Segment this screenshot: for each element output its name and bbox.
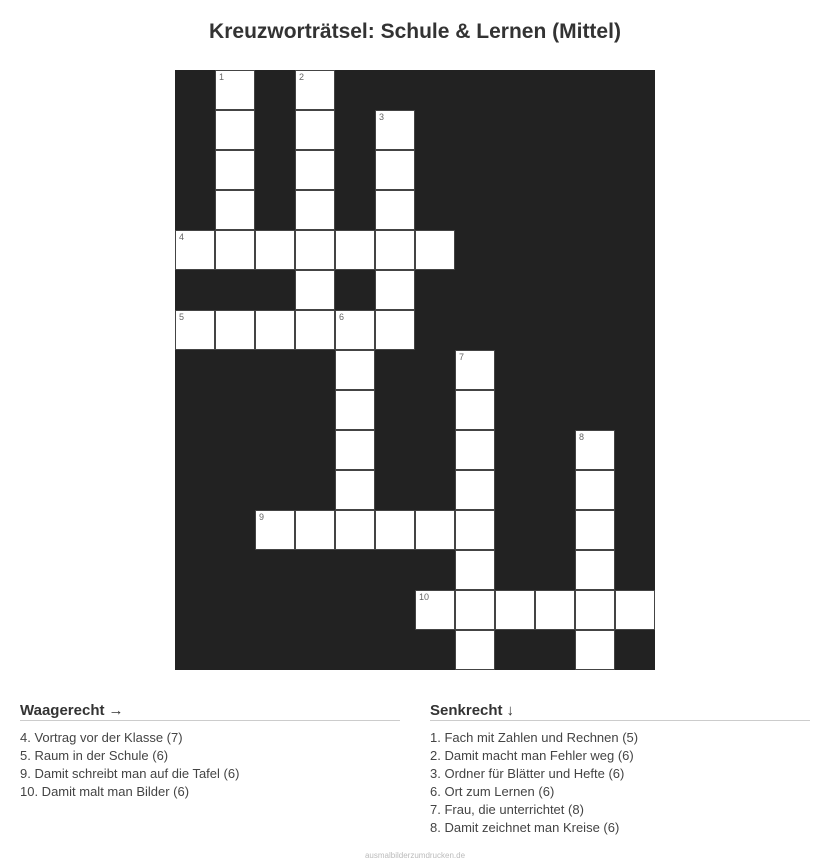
- crossword-cell[interactable]: [335, 430, 375, 470]
- page-title: Kreuzworträtsel: Schule & Lernen (Mittel): [209, 20, 621, 43]
- crossword-cell[interactable]: [335, 390, 375, 430]
- down-clue-item: 7. Frau, die unterrichtet (8): [430, 802, 584, 817]
- clue-number: 6: [339, 312, 345, 322]
- crossword-cell[interactable]: [255, 310, 295, 350]
- crossword-cell[interactable]: [215, 310, 255, 350]
- crossword-cell[interactable]: [335, 230, 375, 270]
- crossword-cell[interactable]: [455, 510, 495, 550]
- clue-number: 10: [419, 592, 430, 602]
- crossword-cell[interactable]: [615, 590, 655, 630]
- crossword-cell[interactable]: [215, 70, 255, 110]
- crossword-cell[interactable]: [335, 350, 375, 390]
- crossword-cell[interactable]: [175, 310, 215, 350]
- crossword-cell[interactable]: [375, 230, 415, 270]
- across-clue-item: 5. Raum in der Schule (6): [20, 748, 169, 763]
- down-clue-item: 8. Damit zeichnet man Kreise (6): [430, 820, 620, 835]
- across-clue-item: 9. Damit schreibt man auf die Tafel (6): [20, 766, 240, 781]
- crossword-cell[interactable]: [575, 550, 615, 590]
- crossword-cell[interactable]: [335, 470, 375, 510]
- crossword-cell[interactable]: [575, 590, 615, 630]
- down-clues-panel: [430, 702, 810, 837]
- crossword-grid: [175, 70, 655, 670]
- crossword-cell[interactable]: [375, 310, 415, 350]
- crossword-cell[interactable]: [375, 150, 415, 190]
- crossword-cell[interactable]: [215, 190, 255, 230]
- clue-number: 1: [219, 72, 225, 82]
- crossword-cell[interactable]: [575, 470, 615, 510]
- clue-number: 7: [459, 352, 465, 362]
- crossword-cell[interactable]: [455, 630, 495, 670]
- clue-number: 8: [579, 432, 585, 442]
- crossword-cell[interactable]: [295, 270, 335, 310]
- crossword-cell[interactable]: [455, 430, 495, 470]
- down-clue-item: 6. Ort zum Lernen (6): [430, 784, 555, 799]
- down-clue-list: [430, 729, 810, 837]
- crossword-cell[interactable]: [215, 110, 255, 150]
- crossword-cell[interactable]: [575, 630, 615, 670]
- across-clue-item: 4. Vortrag vor der Klasse (7): [20, 730, 183, 745]
- footer-credit: ausmalbilderzumdrucken.de: [364, 851, 466, 860]
- clue-number: 4: [179, 232, 185, 242]
- crossword-cell[interactable]: [175, 230, 215, 270]
- across-clue-list: [20, 729, 400, 801]
- arrow-down-icon: ↓: [506, 702, 515, 719]
- crossword-cell[interactable]: [415, 590, 455, 630]
- crossword-cell[interactable]: [295, 110, 335, 150]
- crossword-cell[interactable]: [455, 550, 495, 590]
- arrow-right-icon: →: [108, 702, 124, 719]
- clue-number: 2: [299, 72, 305, 82]
- crossword-cell[interactable]: [255, 510, 295, 550]
- clue-number: 3: [379, 112, 385, 122]
- crossword-cell[interactable]: [575, 430, 615, 470]
- across-clues-panel: [20, 702, 400, 801]
- across-heading: [20, 702, 400, 721]
- down-clue-item: 2. Damit macht man Fehler weg (6): [430, 748, 634, 763]
- crossword-cell[interactable]: [335, 510, 375, 550]
- down-clue-item: 3. Ordner für Blätter und Hefte (6): [430, 766, 625, 781]
- crossword-cell[interactable]: [215, 230, 255, 270]
- crossword-cell[interactable]: [295, 310, 335, 350]
- crossword-cell[interactable]: [295, 190, 335, 230]
- crossword-cell[interactable]: [375, 110, 415, 150]
- crossword-cell[interactable]: [455, 470, 495, 510]
- crossword-cell[interactable]: [415, 230, 455, 270]
- crossword-cell[interactable]: [375, 190, 415, 230]
- crossword-cell[interactable]: [415, 510, 455, 550]
- clue-number: 5: [179, 312, 185, 322]
- down-clue-item: 1. Fach mit Zahlen und Rechnen (5): [430, 730, 639, 745]
- across-heading-label: Waagerecht: [20, 702, 105, 719]
- crossword-cell[interactable]: [455, 350, 495, 390]
- crossword-cell[interactable]: [455, 390, 495, 430]
- crossword-cell[interactable]: [375, 510, 415, 550]
- crossword-cell[interactable]: [295, 70, 335, 110]
- clue-number: 9: [259, 512, 265, 522]
- crossword-cell[interactable]: [375, 270, 415, 310]
- crossword-cell[interactable]: [335, 310, 375, 350]
- down-heading-label: Senkrecht: [430, 702, 503, 719]
- crossword-cell[interactable]: [575, 510, 615, 550]
- crossword-cell[interactable]: [495, 590, 535, 630]
- crossword-cell[interactable]: [295, 150, 335, 190]
- crossword-cell[interactable]: [535, 590, 575, 630]
- crossword-cell[interactable]: [295, 230, 335, 270]
- crossword-cell[interactable]: [295, 510, 335, 550]
- crossword-cell[interactable]: [255, 230, 295, 270]
- crossword-cell[interactable]: [215, 150, 255, 190]
- down-heading: [430, 702, 810, 721]
- across-clue-item: 10. Damit malt man Bilder (6): [20, 784, 190, 799]
- crossword-cell[interactable]: [455, 590, 495, 630]
